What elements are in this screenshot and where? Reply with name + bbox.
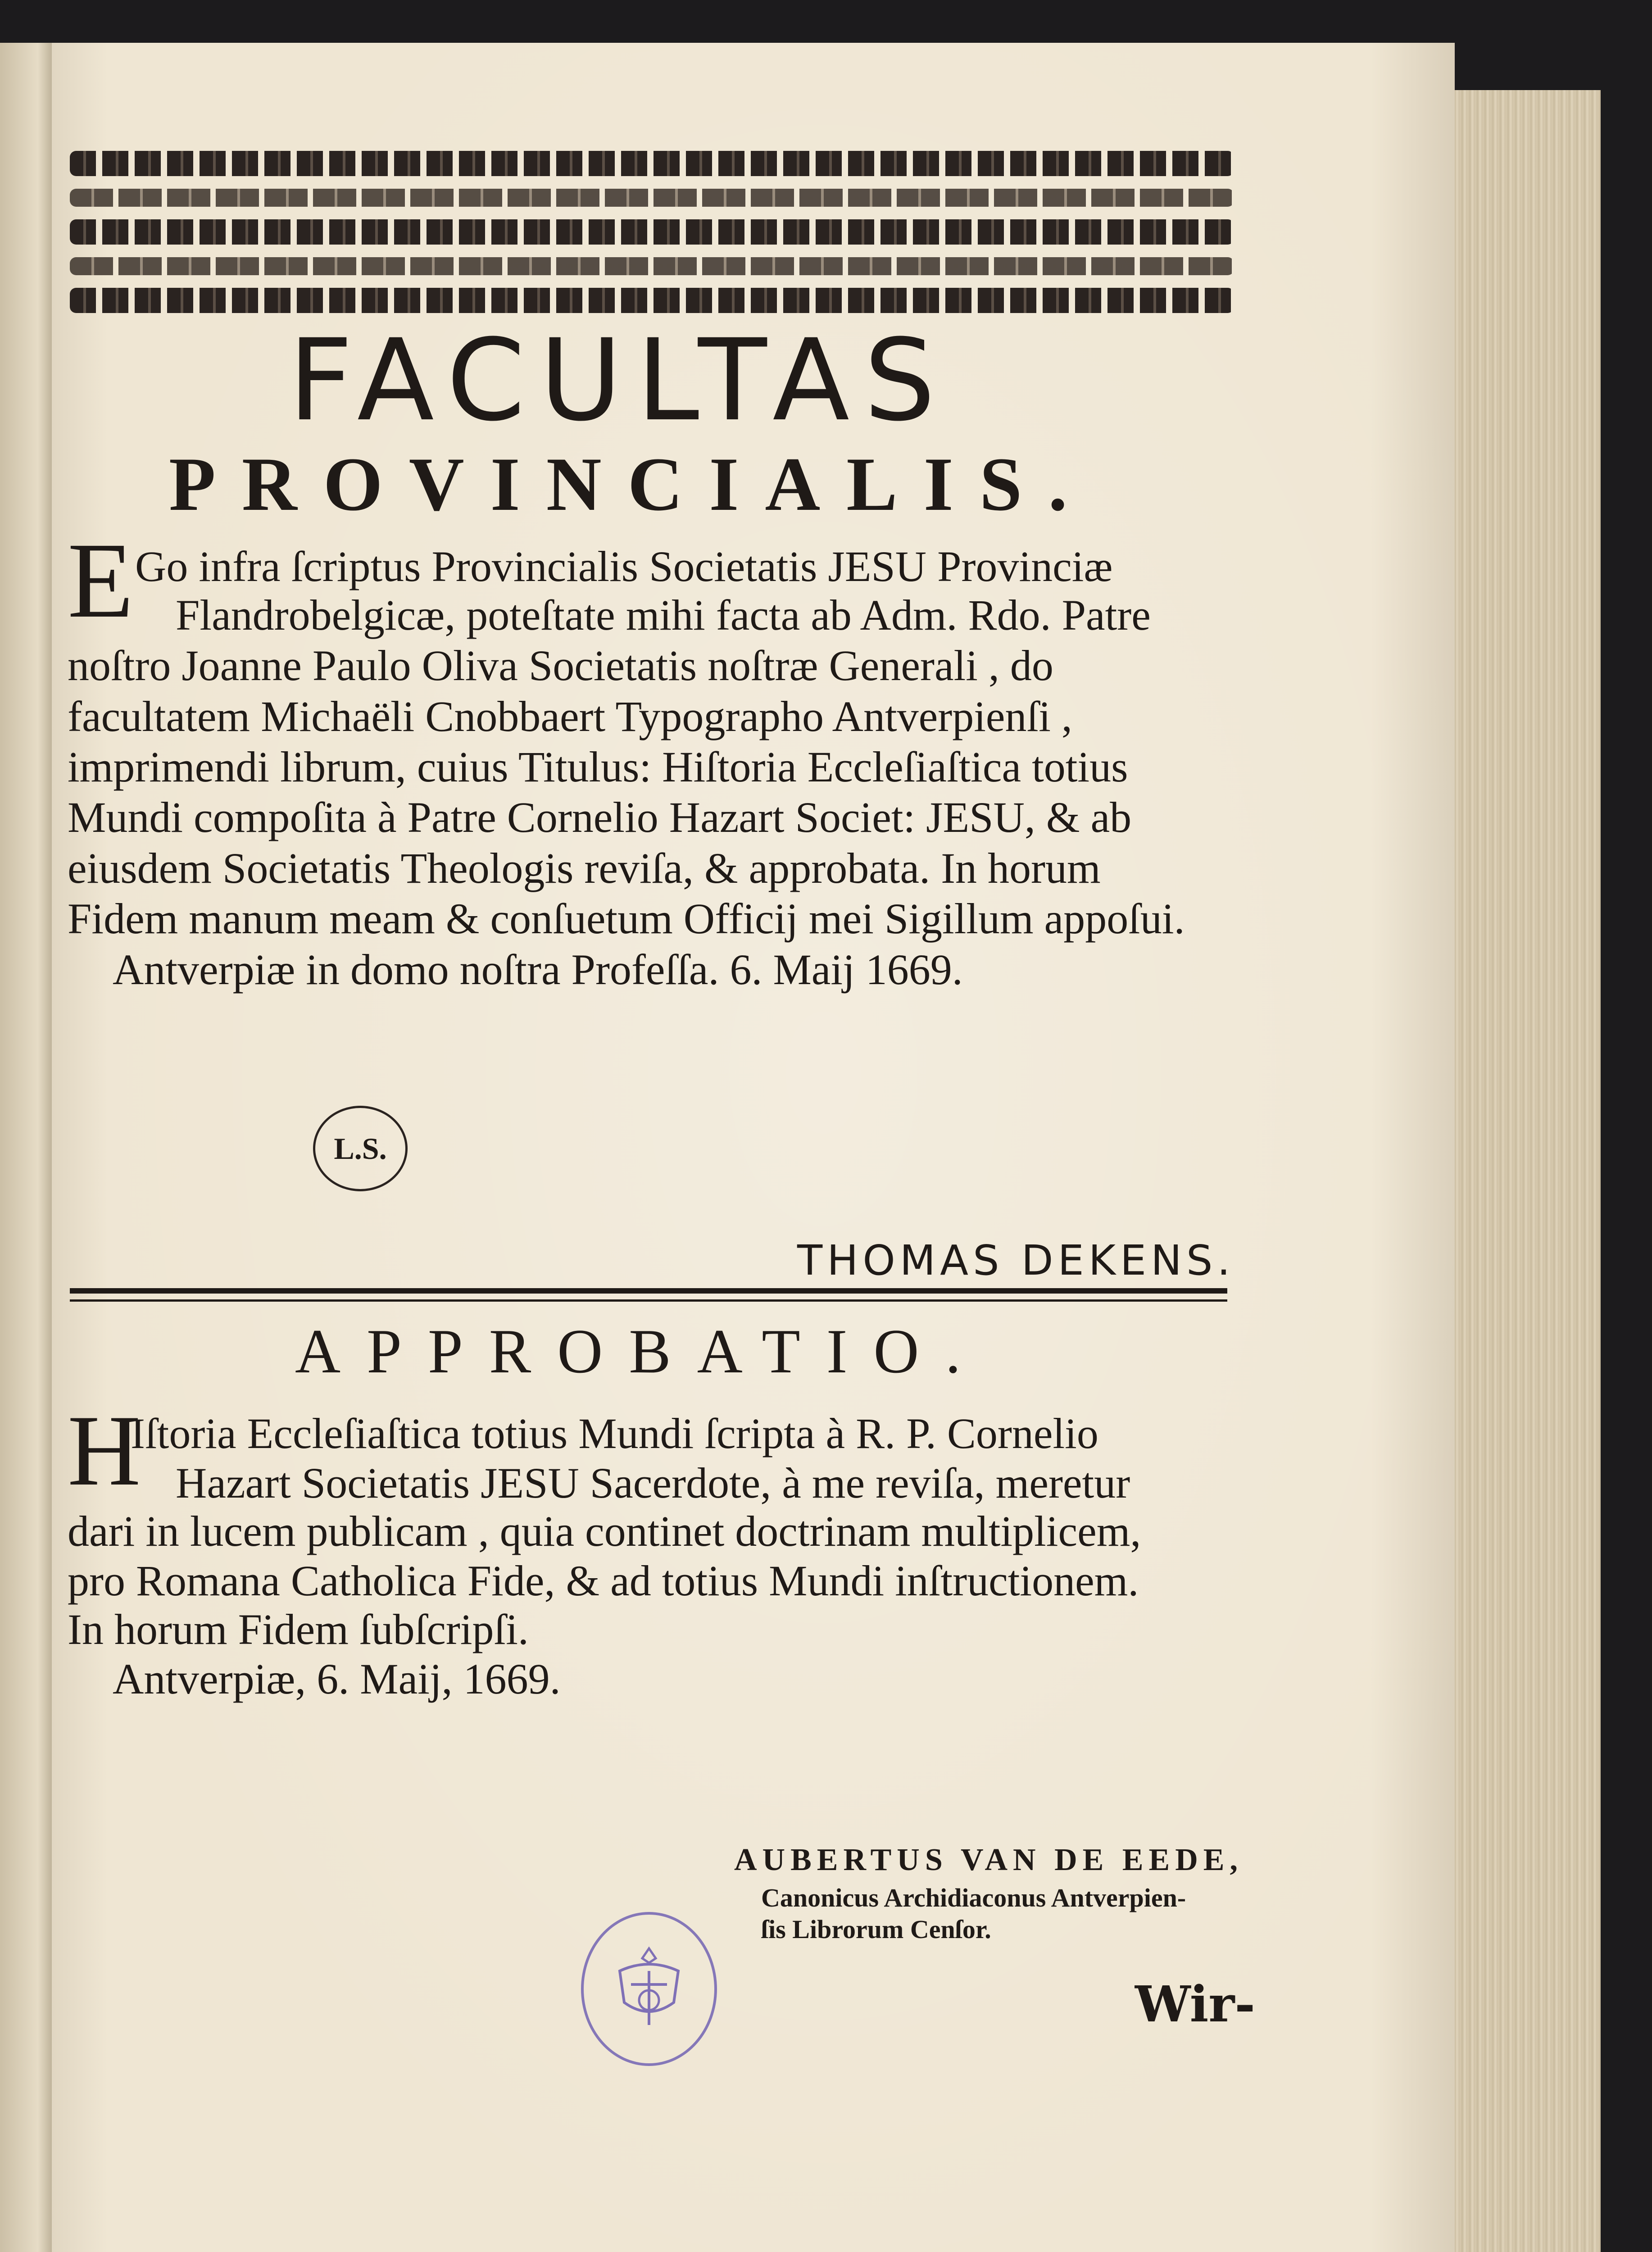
divider-rule bbox=[70, 1299, 1227, 1302]
facultas-line: Go infra ſcriptus Provincialis Societatis JESU Provinciæ bbox=[135, 542, 1113, 590]
facultas-line: facultatem Michaëli Cnobbaert Typographo Antverpienſi , bbox=[68, 692, 1072, 740]
signature-aubertus-van-de-eede: AUBERTUS VAN DE EEDE, bbox=[734, 1843, 1243, 1877]
facultas-title: FACULTAS bbox=[288, 315, 950, 446]
eagle-crest-icon bbox=[606, 1939, 692, 2039]
library-stamp bbox=[581, 1912, 717, 2066]
ornament-row bbox=[70, 151, 1234, 176]
facultas-line: noſtro Joanne Paulo Oliva Societatis noſtræ Generali , do bbox=[68, 641, 1053, 690]
ornament-band bbox=[70, 151, 1234, 313]
facultas-line: imprimendi librum, cuius Titulus: Hiſtoria Eccleſiaſtica totius bbox=[68, 743, 1128, 791]
facultas-line: Antverpiæ in domo noſtra Profeſſa. 6. Maij 1669. bbox=[113, 945, 963, 994]
signature-title-line: ſis Librorum Cenſor. bbox=[761, 1915, 991, 1944]
facultas-line: Mundi compoſita à Patre Cornelio Hazart Societ: JESU, & ab bbox=[68, 793, 1132, 841]
ornament-row bbox=[70, 288, 1234, 313]
facultas-line: Fidem manum meam & conſuetum Officij mei Sigillum appoſui. bbox=[68, 894, 1185, 943]
approbatio-line: Hazart Societatis JESU Sacerdote, à me reviſa, meretur bbox=[176, 1459, 1130, 1507]
signature-title-line: Canonicus Archidiaconus Antverpien- bbox=[761, 1883, 1186, 1912]
approbatio-line: In horum Fidem ſubſcripſi. bbox=[68, 1605, 529, 1653]
facultas-line: eiusdem Societatis Theologis reviſa, & approbata. In horum bbox=[68, 844, 1101, 892]
ornament-row bbox=[70, 189, 1234, 207]
approbatio-line: Antverpiæ, 6. Maij, 1669. bbox=[113, 1655, 561, 1703]
seal-mark: L.S. bbox=[313, 1106, 408, 1191]
provincialis-title: PROVINCIALIS. bbox=[169, 442, 1094, 527]
ornament-row bbox=[70, 219, 1234, 245]
approbatio-line: Iſtoria Eccleſiaſtica totius Mundi ſcripta à R. P. Cornelio bbox=[131, 1409, 1098, 1457]
catchword: Wir- bbox=[1135, 1975, 1255, 2033]
approbatio-line: dari in lucem publicam , quia continet doctrinam multiplicem, bbox=[68, 1507, 1141, 1555]
approbatio-title: APPROBATIO. bbox=[295, 1317, 987, 1386]
approbatio-dropcap: H bbox=[68, 1394, 141, 1507]
ornament-row bbox=[70, 257, 1234, 275]
divider-rule bbox=[70, 1288, 1227, 1294]
book-page-edges bbox=[1450, 90, 1601, 2252]
facultas-line: Flandrobelgicæ, poteſtate mihi facta ab Adm. Rdo. Patre bbox=[176, 591, 1151, 639]
approbatio-line: pro Romana Catholica Fide, & ad totius Mundi inſtructionem. bbox=[68, 1557, 1139, 1605]
facultas-dropcap: E bbox=[68, 520, 134, 640]
facing-page-edge bbox=[0, 43, 54, 2252]
signature-thomas-dekens: THOMAS DEKENS. bbox=[797, 1236, 1235, 1285]
